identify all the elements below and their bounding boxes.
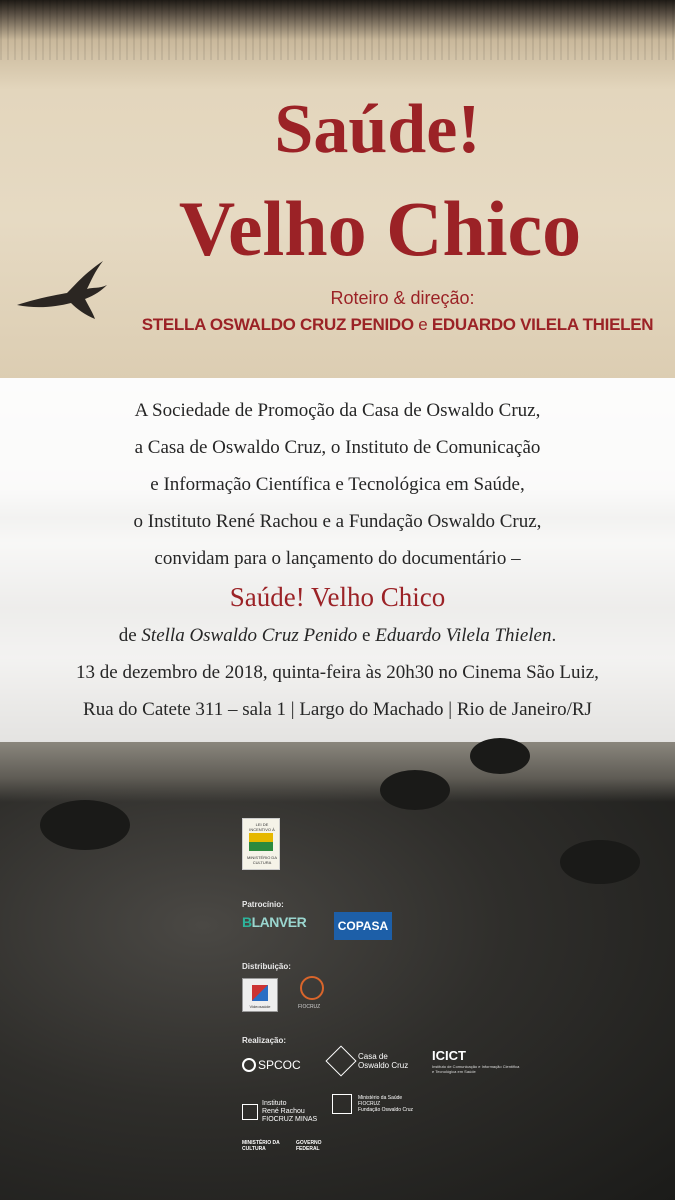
credit-conjunction: e: [418, 315, 428, 334]
copasa-logo: COPASA: [334, 912, 392, 940]
coc-emblem-icon: [325, 1045, 356, 1076]
lic-bottom-text: MINISTÉRIO DA CULTURA: [246, 855, 277, 865]
lic-top-text: LEI DE INCENTIVO À: [249, 822, 275, 832]
lei-incentivo-logo: [242, 818, 280, 870]
gov2-line-2: FEDERAL: [296, 1146, 320, 1152]
hill-horizon: [0, 742, 675, 802]
coc-line-2: Oswaldo Cruz: [358, 1061, 409, 1070]
credit-label: Roteiro & direção:: [330, 288, 475, 308]
by-conjunction: e: [362, 625, 371, 646]
director-1: STELLA OSWALDO CRUZ PENIDO: [141, 315, 414, 334]
film-title: Saúde! Velho Chico: [229, 582, 446, 612]
bush-silhouette: [560, 840, 640, 884]
invite-line-1: A Sociedade de Promoção da Casa de Oswaldo Cruz,: [134, 400, 541, 421]
fio-line-2: FIOCRUZ: [358, 1101, 381, 1107]
icict-subtitle: Instituto de Comunicação e Informação Científica e Tecnológica em Saúde: [432, 1064, 520, 1074]
by-prefix: de: [118, 625, 137, 646]
fiocruz-video-text: FIOCRUZ: [298, 1004, 321, 1010]
spcoc-logo: [242, 1058, 301, 1072]
bush-silhouette: [40, 800, 130, 850]
author-1: Stella Oswaldo Cruz Penido: [141, 625, 358, 646]
blanver-logo: [242, 914, 306, 930]
invite-line-4: o Instituto René Rachou e a Fundação Oswaldo Cruz,: [133, 511, 542, 532]
ministerio-cultura-logo: [242, 1140, 280, 1152]
by-suffix: .: [551, 625, 557, 646]
blanver-initial: B: [242, 914, 252, 930]
rene-line-3: FIOCRUZ MINAS: [262, 1116, 318, 1123]
realizacao-label: Realização:: [242, 1036, 287, 1045]
fio-line-3: Fundação Oswaldo Cruz: [358, 1107, 414, 1113]
videosaude-icon: [252, 985, 268, 1001]
invitation-text: [0, 392, 675, 728]
event-address: Rua do Catete 311 – sala 1 | Largo do Machado | Rio de Janeiro/RJ: [83, 699, 592, 720]
fiocruz-logo: [332, 1094, 413, 1114]
icict-logo: ICICT: [432, 1048, 466, 1063]
spcoc-text: SPCOC: [258, 1058, 301, 1072]
bush-silhouette: [380, 770, 450, 810]
gov1-line-1: MINISTÉRIO DA: [242, 1140, 280, 1146]
invite-line-2: a Casa de Oswaldo Cruz, o Instituto de Comunicação: [134, 437, 541, 458]
invite-authors: [0, 617, 675, 654]
director-2: EDUARDO VILELA THIELEN: [431, 315, 654, 334]
casa-oswaldo-cruz-logo: [330, 1050, 408, 1072]
blanver-text: LANVER: [251, 914, 307, 930]
sponsor-logos: [242, 818, 522, 1158]
tree-silhouette: [470, 738, 530, 774]
governo-federal-logo: [296, 1140, 322, 1152]
event-date: 13 de dezembro de 2018, quinta-feira às 20h30 no Cinema São Luiz,: [76, 662, 599, 683]
videosaude-logo: [242, 978, 278, 1012]
patrocinio-label: Patrocínio:: [242, 900, 284, 909]
coc-line-1: Casa de: [358, 1052, 388, 1061]
gov1-line-2: CULTURA: [242, 1146, 266, 1152]
fio-line-1: Ministério da Saúde: [358, 1095, 403, 1101]
distribuicao-label: Distribuição:: [242, 962, 291, 971]
rene-rachou-logo: [242, 1100, 317, 1124]
brazil-flag-icon: [249, 833, 273, 851]
videosaude-text: Videosaúde: [249, 1004, 271, 1009]
rene-line-1: Instituto: [262, 1100, 287, 1107]
credit-names: [0, 315, 675, 335]
rene-rachou-icon: [242, 1104, 258, 1120]
fiocruz-video-icon: [300, 976, 324, 1000]
invite-line-3: e Informação Científica e Tecnológica em Saúde,: [150, 474, 525, 495]
rene-line-2: René Rachou: [262, 1108, 305, 1115]
spcoc-icon: [242, 1058, 256, 1072]
gov2-line-1: GOVERNO: [296, 1140, 322, 1146]
title-line-2: Velho Chico: [178, 185, 582, 272]
film-grain: [0, 0, 675, 60]
title-line-1: Saúde!: [274, 91, 481, 168]
invite-line-5: convidam para o lançamento do documentário –: [154, 548, 521, 569]
author-2: Eduardo Vilela Thielen: [375, 625, 552, 646]
fiocruz-castle-icon: [332, 1094, 352, 1114]
